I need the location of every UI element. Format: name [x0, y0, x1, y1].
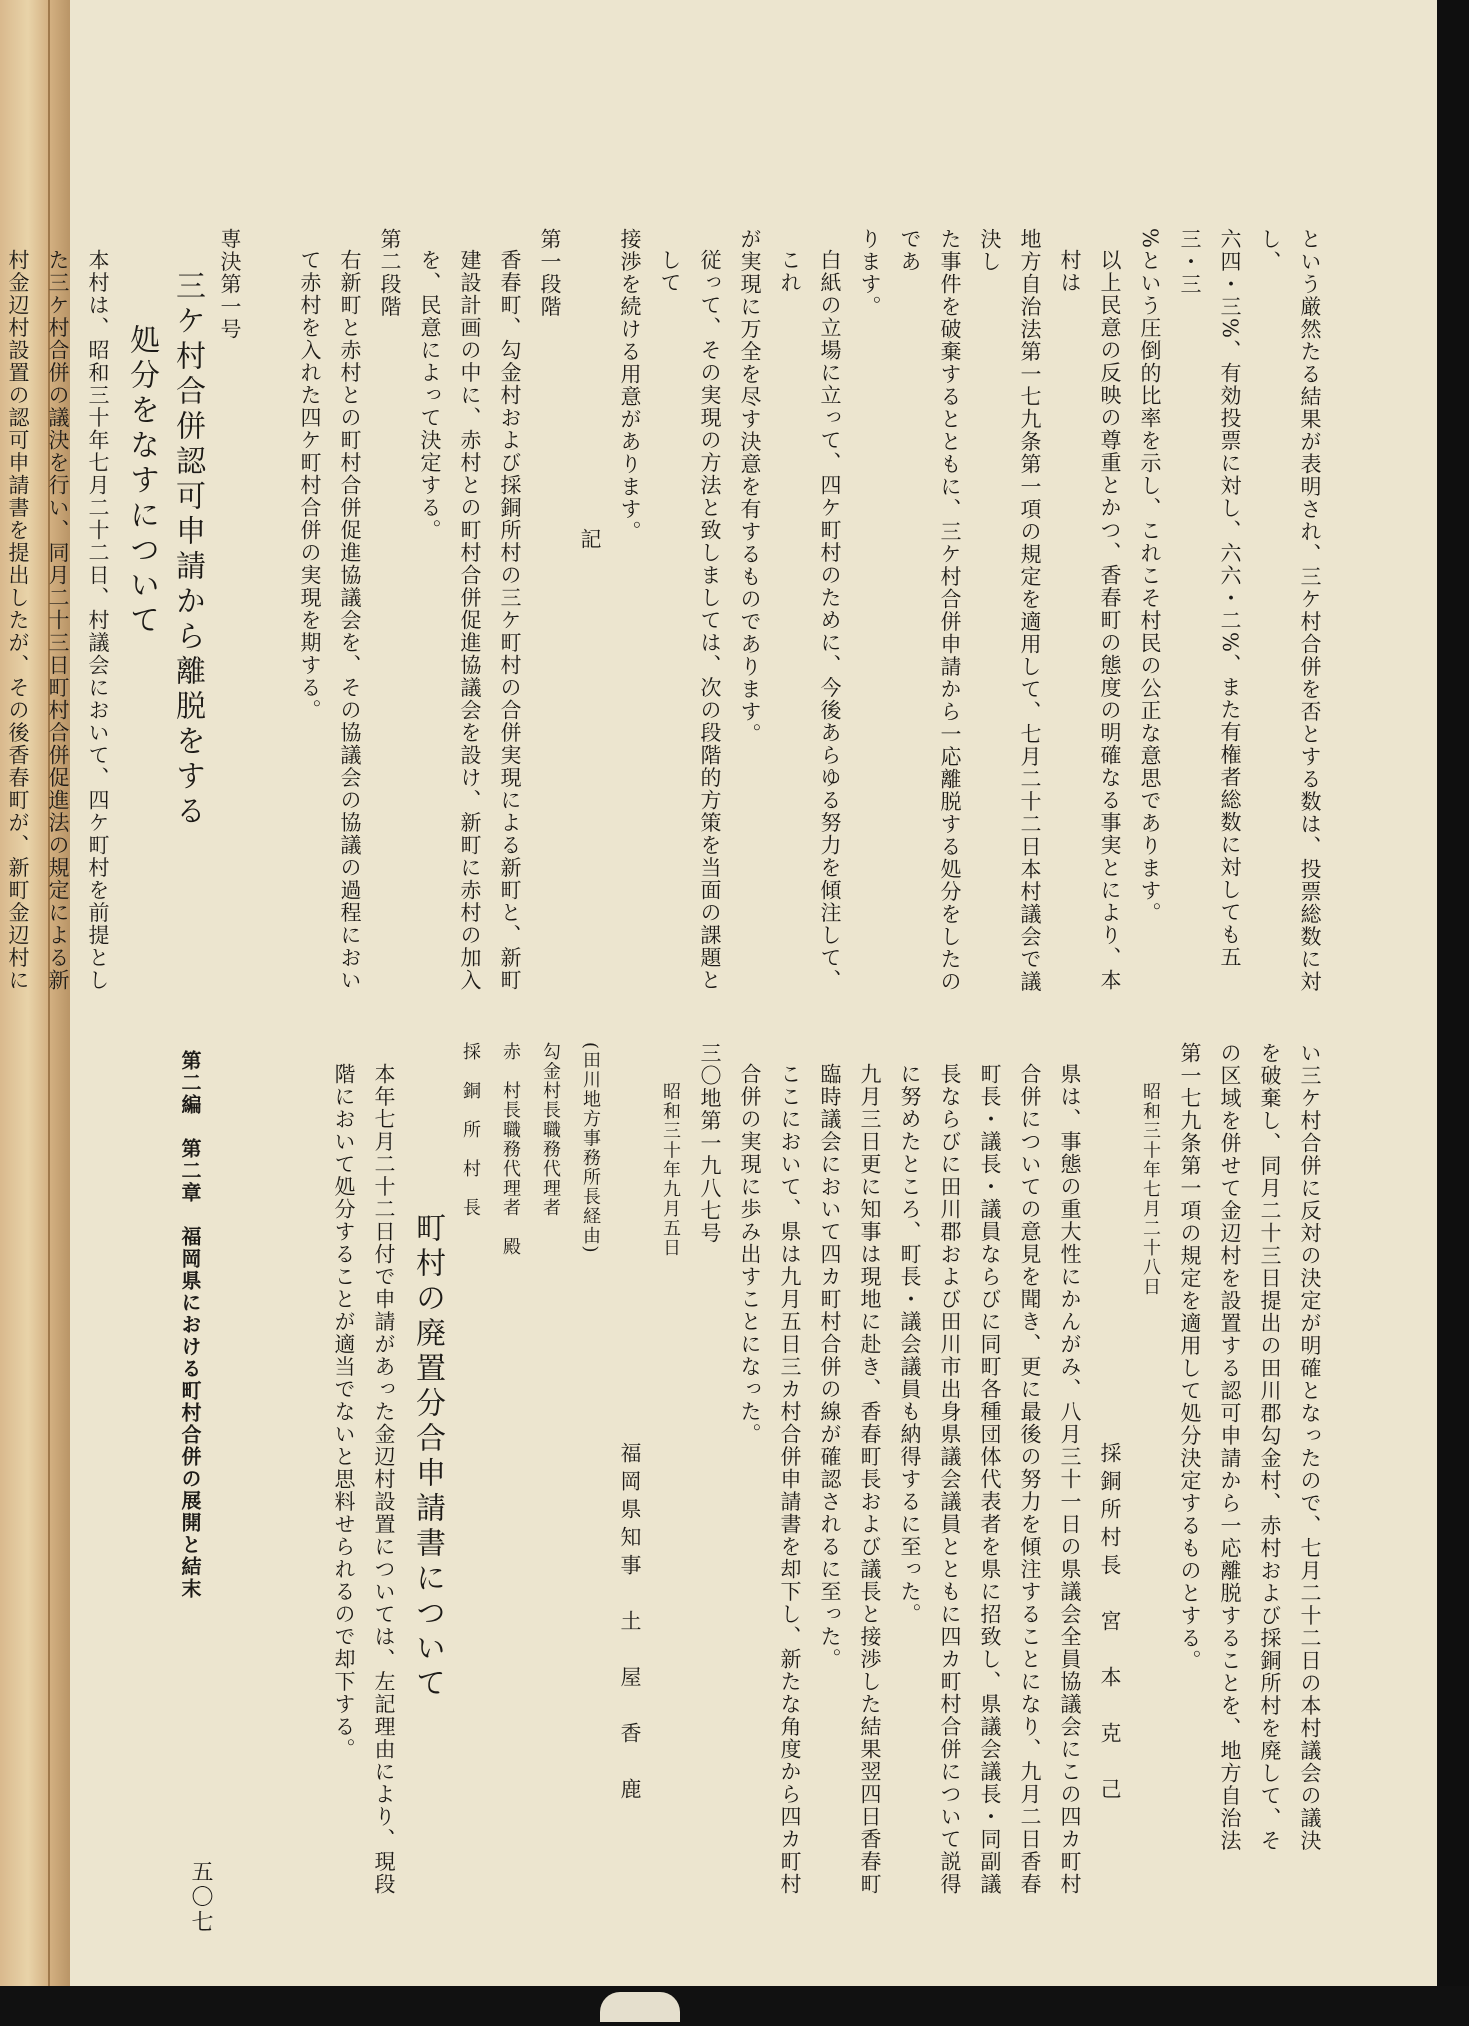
chapter-footer: 第二編 第二章 福岡県における町村合併の展開と結末: [178, 1050, 202, 1600]
stage-2-body: 右新町と赤村との町村合併促進協議会を、その協議会の協議の過程において赤村を入れた四ケ町村合併の実現を期する。: [298, 249, 362, 992]
upper-para-2: 六四・三%、有効投票に対し、六六・二%、また有権者総数に対しても五三・三: [1178, 228, 1242, 969]
senketsu-number: 専決第一号: [218, 228, 242, 341]
lower-para-2: 九月三日更に知事は現地に赴き、香春町長および議長と接渉した結果翌四日香春町臨時議会において四カ町村合併の線が確認されるに至った。: [818, 1063, 882, 1896]
page-number: 五〇七: [188, 1860, 213, 1935]
section-title-line-2: 処分をなすについて: [124, 324, 159, 639]
lower-line-1: い三ケ村合併に反対の決定が明確となったので、七月二十二日の本村議会の議決: [1298, 1042, 1322, 1852]
upper-para-10: 従って、その実現の方法と致しましては、次の段階的方策を当面の課題として: [658, 249, 722, 992]
scan-border-right: [1437, 0, 1469, 2026]
addressee-2: 赤 村長職務代理者 殿: [500, 1042, 521, 1257]
lower-para-1: 県は、事態の重大性にかんがみ、八月三十一日の県議会全員協議会にこの四カ町村合併についての意見を聞き、更に最後の努力を傾注することになり、九月二日香春町長・議長・議員ならびに同町各種団体代表者を県に招致し、県議会議長・同副議長ならびに田川郡および田川市出身県議会議員とともに四カ町村合併について説得に努めたところ、町長・議会議員も納得するに至った。: [898, 1063, 1082, 1896]
addressee-1: 勾金村長職務代理者: [540, 1042, 561, 1218]
stage-1-body: 香春町、勾金村および採銅所村の三ケ町村の合併実現による新町と、新町建設計画の中に、赤村との町村合併促進協議会を設け、新町に赤村の加入を、民意によって決定する。: [418, 249, 522, 992]
stage-1-title: 第一段階: [538, 228, 562, 318]
ki-heading: 記: [578, 528, 602, 551]
scan-border-bottom: [0, 1986, 1469, 2026]
upper-para-5: 地方自治法第一七九条第一項の規定を適用して、七月二十二日本村議会で議決し: [978, 228, 1042, 993]
lower-para-3: ここにおいて、県は九月五日三カ村合併申請書を却下し、新たな角度から四カ町村合併の実現に歩み出すことになった。: [738, 1063, 802, 1896]
village-head-signature: 採銅所村長 宮 本 克 己: [1098, 1442, 1122, 1806]
section-title-line-1: 三ケ村合併認可申請から離脱をする: [170, 270, 205, 830]
governor-signature: 福岡県知事 土 屋 香 鹿: [618, 1442, 642, 1806]
resolution-date: 昭和三十年七月二十八日: [1140, 1082, 1161, 1297]
lower-section: [190, 1042, 1330, 1902]
upper-section: [6, 228, 1330, 998]
notice-date: 昭和三十年九月五日: [660, 1082, 681, 1258]
upper-para-11: 接渉を続ける用意があります。: [618, 228, 642, 543]
stage-2-title: 第二段階: [378, 228, 402, 318]
rejection-body: 本年七月二十二日付で申請があった金辺村設置については、左記理由により、現段階において処分することが適当でないと思料せられるので却下する。: [332, 1063, 396, 1896]
upper-para-4: 以上民意の反映の尊重とかつ、香春町の態度の明確なる事実とにより、本村は: [1058, 249, 1122, 992]
upper-para-3: %という圧倒的比率を示し、これこそ村民の公正な意思であります。: [1138, 228, 1162, 925]
lower-line-4: 第一七九条第一項の規定を適用して処分決定するものとする。: [1178, 1042, 1202, 1672]
upper-para-8: 白紙の立場に立って、四ケ町村のために、今後あらゆる努力を傾注して、これ: [778, 249, 842, 992]
addressee-3: 採 銅 所 村 長: [460, 1042, 481, 1218]
document-number: 三〇地第一九八七号: [698, 1042, 722, 1245]
body-para-1: 本村は、昭和三十年七月二十二日、村議会において、四ケ町村を前提とした三ケ村合併の議決を行い、同月二十三日町村合併促進法の規定による新村金辺村設置の認可申請書を提出したが、その後香春町が、新町金辺村に: [6, 249, 110, 992]
scan-clip-shadow: [600, 1992, 680, 2022]
routing-note: (田川地方事務所長経由): [580, 1042, 601, 1255]
lower-line-3: の区域を併せて金辺村を設置する認可申請から一応離脱することを、地方自治法: [1218, 1042, 1242, 1852]
lower-line-2: を破棄し、同月二十三日提出の田川郡勾金村、赤村および採銅所村を廃して、そ: [1258, 1042, 1282, 1852]
section-title-3: 町村の廃置分合申請書について: [410, 1212, 445, 1702]
upper-para-1: という厳然たる結果が表明され、三ケ村合併を否とする数は、投票総数に対し、: [1258, 228, 1322, 993]
upper-para-6: た事件を破棄するとともに、三ケ村合併申請から一応離脱する処分をしたのであ: [898, 228, 962, 993]
upper-para-9: が実現に万全を尽す決意を有するものであります。: [738, 228, 762, 746]
upper-para-7: ります。: [858, 228, 882, 318]
